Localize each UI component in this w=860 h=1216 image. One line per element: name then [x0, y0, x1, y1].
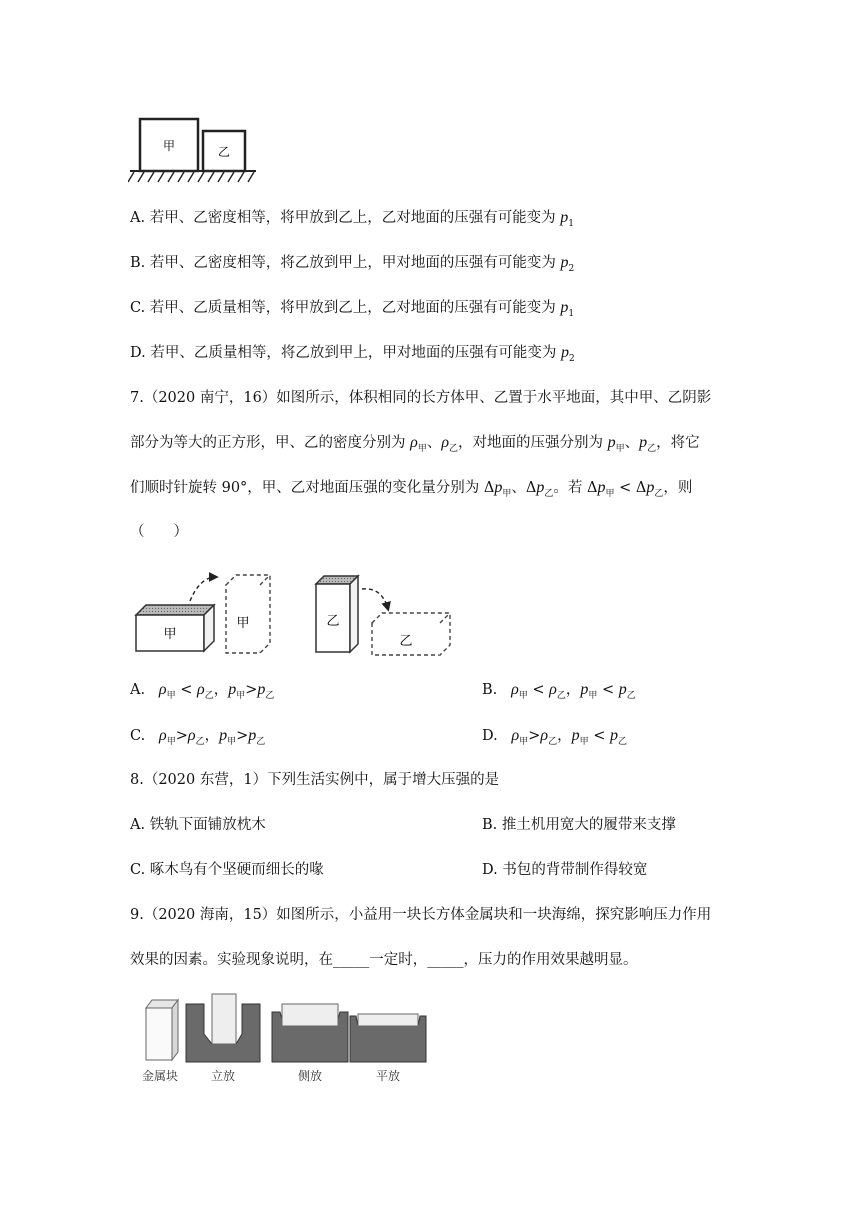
subscript: 乙	[449, 443, 459, 454]
comma: ，	[213, 682, 229, 698]
q7-answer-paren: （ ）	[130, 524, 188, 540]
text: 。若	[553, 480, 588, 496]
subscript: 甲	[579, 736, 589, 747]
option-letter: C.	[130, 728, 146, 744]
subscript: 甲	[166, 690, 176, 701]
text: ，将它	[656, 435, 700, 451]
option-letter: D.	[482, 728, 498, 744]
q7-option-a	[130, 680, 274, 706]
greater-than: >	[245, 682, 258, 698]
q6-option-d	[130, 343, 575, 369]
q8-option-a: A. 铁轨下面铺放枕木	[130, 817, 266, 833]
rho-symbol: ρ	[187, 727, 196, 744]
pressure-symbol: p	[639, 434, 648, 451]
pressure-symbol: p	[580, 681, 589, 698]
subscript: 甲	[615, 443, 625, 454]
pressure-symbol: p	[536, 479, 545, 496]
subscript: 甲	[518, 690, 528, 701]
greater-than: >	[528, 728, 541, 744]
option-letter: B.	[482, 682, 498, 698]
subscript: 乙	[618, 736, 628, 747]
block-jia-label: 甲	[163, 627, 177, 642]
pressure-symbol: p	[597, 479, 606, 496]
pressure-symbol: p	[494, 479, 503, 496]
less-than: <	[597, 682, 619, 698]
separator: 、	[624, 435, 640, 451]
pressure-symbol: p	[219, 727, 228, 744]
subscript: 甲	[417, 443, 427, 454]
block-yi-label: 乙	[326, 614, 340, 629]
rho-symbol: ρ	[158, 681, 167, 698]
rho-symbol: ρ	[511, 727, 520, 744]
text: ，则	[663, 480, 693, 496]
subscript: 乙	[195, 736, 205, 747]
subscript: 甲	[605, 488, 615, 499]
option-text: B. 若甲、乙密度相等，将乙放到甲上，甲对地面的压强有可能变为	[130, 255, 561, 271]
rho-symbol: ρ	[159, 727, 167, 744]
option-text: A. 若甲、乙密度相等，将甲放到乙上，乙对地面的压强有可能变为	[130, 210, 561, 226]
q8-option-c: C. 啄木鸟有个坚硬而细长的喙	[130, 862, 324, 878]
subscript: 甲	[519, 736, 529, 747]
pressure-symbol: p	[646, 479, 655, 496]
rho-symbol: ρ	[540, 727, 549, 744]
option-text: D. 若甲、乙质量相等，将乙放到甲上，甲对地面的压强有可能变为	[130, 345, 561, 361]
subscript: 1	[568, 308, 575, 319]
greater-than: >	[175, 728, 188, 744]
q6-option-b	[130, 253, 574, 279]
rho-symbol: ρ	[441, 434, 449, 451]
subscript: 2	[568, 353, 575, 364]
figure-blocks-on-ground	[128, 115, 268, 185]
subscript: 甲	[236, 690, 246, 701]
rho-symbol: ρ	[197, 681, 205, 698]
rho-symbol: ρ	[549, 681, 557, 698]
comma: ，	[565, 682, 581, 698]
separator: 、	[426, 435, 442, 451]
q7-stem-line1: 7.（2020 南宁，16）如图所示，体积相同的长方体甲、乙置于水平地面，其中甲、乙阴影	[130, 390, 712, 406]
subscript: 甲	[502, 488, 512, 499]
delta-symbol: Δ	[587, 480, 598, 496]
label-flat: 平放	[375, 1069, 401, 1083]
block-jia-rotated-label: 甲	[236, 616, 250, 631]
pressure-symbol: p	[560, 344, 569, 361]
less-than: <	[588, 728, 610, 744]
less-than: <	[175, 682, 197, 698]
option-text: C. 若甲、乙质量相等，将甲放到乙上，乙对地面的压强有可能变为	[130, 300, 561, 316]
q9-stem-line1: 9.（2020 海南，15）如图所示，小益用一块长方体金属块和一块海绵，探究影响压力作用	[130, 907, 712, 923]
subscript: 乙	[256, 736, 266, 747]
text: ，对地面的压强分别为	[458, 435, 608, 451]
delta-symbol: Δ	[483, 480, 495, 496]
subscript: 2	[568, 263, 575, 274]
pressure-symbol: p	[560, 299, 569, 316]
subscript: 乙	[265, 690, 275, 701]
less-than: <	[614, 480, 636, 496]
subscript: 乙	[626, 690, 636, 701]
q8-option-d: D. 书包的背带制作得较宽	[482, 862, 648, 878]
figure-rotation	[130, 565, 460, 665]
pressure-symbol: p	[607, 434, 616, 451]
separator: 、	[511, 480, 526, 496]
pressure-symbol: p	[560, 209, 569, 226]
rho-symbol: ρ	[511, 681, 519, 698]
subscript: 甲	[166, 736, 176, 747]
figure-sponge-experiment	[130, 990, 430, 1085]
pressure-symbol: p	[257, 681, 266, 698]
q7-stem-line3	[130, 478, 692, 504]
pressure-symbol: p	[248, 727, 257, 744]
subscript: 甲	[227, 736, 237, 747]
q7-option-c	[130, 726, 265, 752]
q7-option-b	[482, 680, 636, 706]
greater-than: >	[236, 728, 249, 744]
delta-symbol: Δ	[635, 480, 647, 496]
subscript: 乙	[548, 736, 558, 747]
block-jia-label: 甲	[162, 139, 176, 153]
q9-stem-line2: 效果的因素。实验现象说明，在_____一定时，_____，压力的作用效果越明显。	[130, 952, 638, 968]
pressure-symbol: p	[571, 727, 580, 744]
pressure-symbol: p	[618, 681, 627, 698]
less-than: <	[527, 682, 550, 698]
subscript: 甲	[588, 690, 598, 701]
subscript: 乙	[647, 443, 657, 454]
label-stand: 立放	[210, 1069, 236, 1083]
q8-option-b: B. 推土机用宽大的履带来支撑	[482, 817, 676, 833]
pressure-symbol: p	[610, 727, 618, 744]
subscript: 乙	[544, 488, 554, 499]
rho-symbol: ρ	[410, 434, 418, 451]
text: 部分为等大的正方形，甲、乙的密度分别为	[130, 435, 411, 451]
pressure-symbol: p	[560, 254, 569, 271]
block-yi-label: 乙	[217, 145, 231, 159]
label-side: 侧放	[297, 1069, 323, 1083]
subscript: 乙	[204, 690, 214, 701]
q6-option-c	[130, 298, 574, 324]
q8-stem: 8.（2020 东营，1）下列生活实例中，属于增大压强的是	[130, 772, 500, 788]
q7-option-d	[482, 726, 627, 752]
subscript: 乙	[556, 690, 566, 701]
subscript: 1	[568, 218, 575, 229]
option-letter: A.	[130, 682, 146, 698]
pressure-symbol: p	[228, 681, 237, 698]
subscript: 乙	[654, 488, 664, 499]
comma: ，	[557, 728, 572, 744]
label-metal-block: 金属块	[141, 1069, 179, 1083]
q7-stem-line2	[130, 433, 700, 459]
delta-symbol: Δ	[525, 480, 537, 496]
q6-option-a	[130, 208, 574, 234]
text: 们顺时针旋转 90°，甲、乙对地面压强的变化量分别为	[130, 480, 484, 496]
block-yi-rotated-label: 乙	[399, 634, 413, 649]
comma: ，	[204, 728, 220, 744]
